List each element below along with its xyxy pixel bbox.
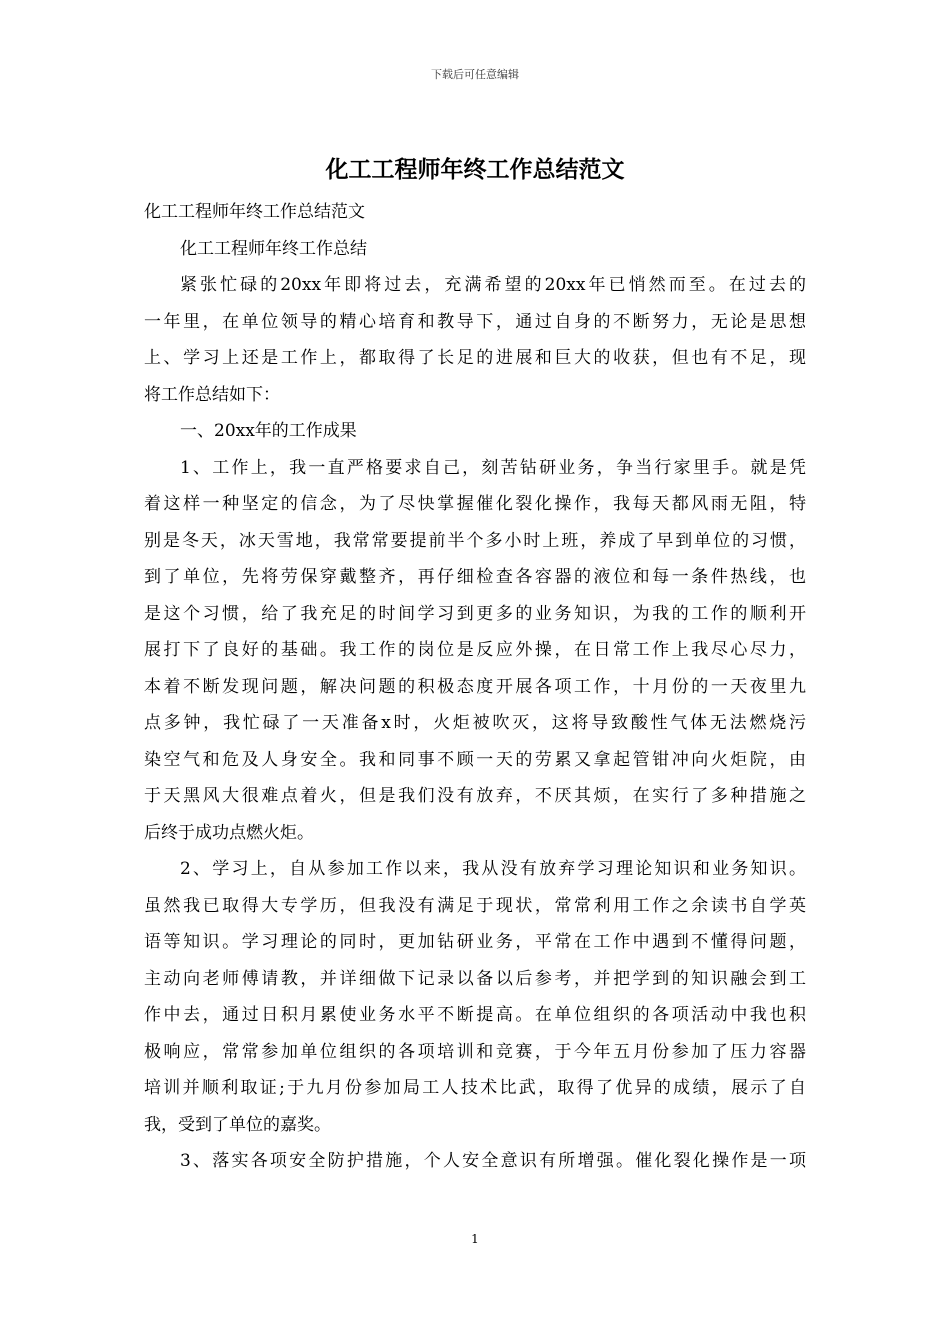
text-line: 本着不断发现问题，解决问题的积极态度开展各项工作，十月份的一天夜里九: [144, 676, 806, 697]
text-line: 于天黑风大很难点着火，但是我们没有放弃，不厌其烦，在实行了多种措施之: [144, 786, 806, 806]
text-line: 1、工作上，我一直严格要求自己，刻苦钻研业务，争当行家里手。就是凭: [180, 457, 806, 478]
text-line: 化工工程师年终工作总结: [180, 238, 367, 259]
text-line: 紧张忙碌的20xx年即将过去，充满希望的20xx年已悄然而至。在过去的: [180, 275, 806, 295]
text-line: 是这个习惯，给了我充足的时间学习到更多的业务知识，为我的工作的顺利开: [144, 603, 806, 624]
document-body: [144, 194, 806, 1180]
text-line: 培训并顺利取证;于九月份参加局工人技术比武，取得了优异的成绩，展示了自: [144, 1078, 806, 1098]
text-line: 染空气和危及人身安全。我和同事不顾一天的劳累又拿起管钳冲向火炬院，由: [144, 749, 806, 770]
text-line: 一年里，在单位领导的精心培育和教导下，通过自身的不断努力，无论是思想: [144, 311, 806, 332]
text-line: 2、学习上，自从参加工作以来，我从没有放弃学习理论知识和业务知识。: [180, 859, 806, 879]
text-line: 后终于成功点燃火炬。: [144, 822, 314, 843]
page-header-note: 下载后可任意编辑: [431, 68, 519, 81]
text-line: 主动向老师傅请教，并详细做下记录以备以后参考，并把学到的知识融会到工: [144, 968, 806, 989]
text-line: 点多钟，我忙碌了一天准备x时，火炬被吹灭，这将导致酸性气体无法燃烧污: [144, 713, 806, 733]
text-line: 一、20xx年的工作成果: [180, 421, 357, 441]
text-line: 将工作总结如下：: [144, 384, 280, 405]
text-line: 极响应，常常参加单位组织的各项培训和竞赛，于今年五月份参加了压力容器: [144, 1041, 806, 1062]
text-line: 化工工程师年终工作总结范文: [144, 202, 365, 222]
text-line: 到了单位，先将劳保穿戴整齐，再仔细检查各容器的液位和每一条件热线，也: [144, 567, 806, 587]
text-line: 虽然我已取得大专学历，但我没有满足于现状，常常利用工作之余读书自学英: [144, 895, 806, 916]
text-line: 展打下了良好的基础。我工作的岗位是反应外操，在日常工作上我尽心尽力，: [144, 640, 806, 660]
text-line: 我，受到了单位的嘉奖。: [144, 1114, 331, 1135]
text-line: 作中去，通过日积月累使业务水平不断提高。在单位组织的各项活动中我也积: [144, 1005, 806, 1025]
text-line: 上、学习上还是工作上，都取得了长足的进展和巨大的收获，但也有不足，现: [144, 348, 806, 368]
text-line: 3、落实各项安全防护措施，个人安全意识有所增强。催化裂化操作是一项: [180, 1151, 806, 1171]
text-line: 别是冬天，冰天雪地，我常常要提前半个多小时上班，养成了早到单位的习惯，: [144, 530, 806, 551]
page-number: 1: [471, 1232, 479, 1246]
text-line: 语等知识。学习理论的同时，更加钻研业务，平常在工作中遇到不懂得问题，: [144, 932, 806, 952]
document-title: 化工工程师年终工作总结范文: [325, 157, 625, 183]
text-line: 着这样一种坚定的信念，为了尽快掌握催化裂化操作，我每天都风雨无阻，特: [144, 494, 806, 514]
